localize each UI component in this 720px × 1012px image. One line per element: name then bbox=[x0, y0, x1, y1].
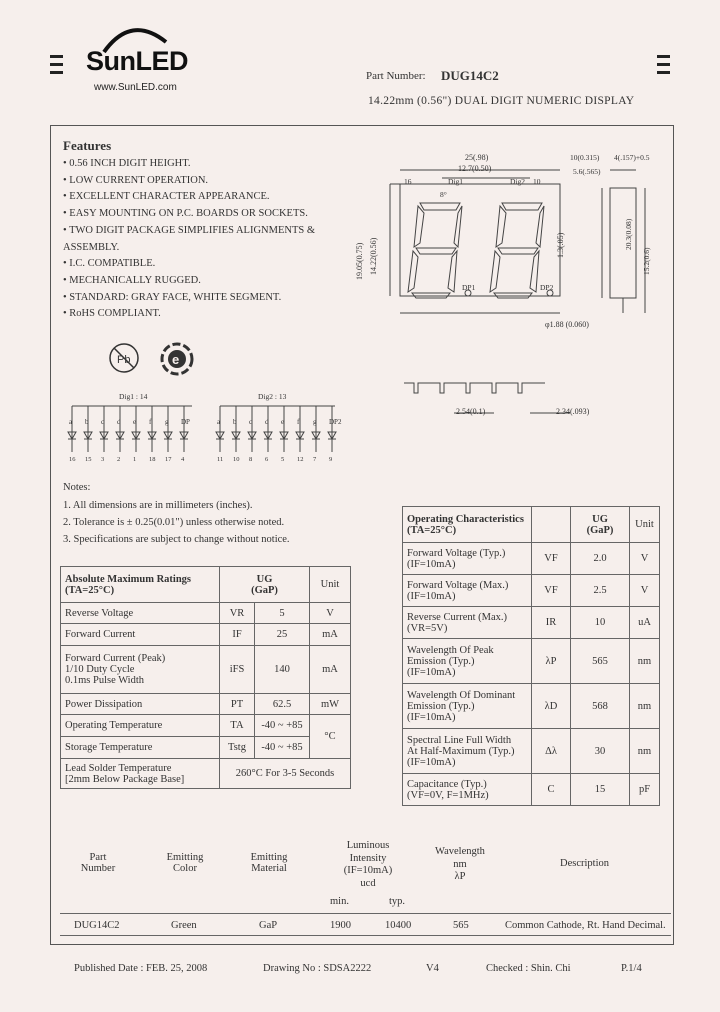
svg-text:e: e bbox=[172, 352, 180, 367]
sel-h-desc: Description bbox=[560, 858, 609, 869]
sel-color: Green bbox=[171, 920, 197, 931]
logo-text: SunLED bbox=[86, 46, 188, 76]
op-col-gap: (GaP) bbox=[586, 524, 614, 536]
circuit-pin-label: 1 bbox=[133, 456, 137, 463]
circuit-diagram bbox=[60, 400, 350, 465]
op-char-row bbox=[403, 543, 660, 575]
side-dim-c: 5.6(.565) bbox=[573, 167, 601, 176]
feature-item: • 0.56 INCH DIGIT HEIGHT. bbox=[63, 158, 191, 169]
abs-val: 140 bbox=[255, 646, 310, 694]
abs-unit: mW bbox=[310, 694, 351, 715]
edge-mark bbox=[657, 71, 670, 74]
edge-mark bbox=[50, 63, 63, 66]
sel-part: DUG14C2 bbox=[74, 920, 120, 931]
circuit-seg-label: d bbox=[117, 418, 121, 426]
op-sym: C bbox=[532, 774, 571, 806]
op-param: Reverse Current (Max.) (VR=5V) bbox=[403, 607, 532, 639]
feature-item: • EXCELLENT CHARACTER APPEARANCE. bbox=[63, 191, 270, 203]
op-sym: VF bbox=[532, 543, 571, 575]
circuit-seg-label: b bbox=[233, 418, 237, 426]
abs-val: 260°C For 3-5 Seconds bbox=[220, 759, 351, 789]
features-title: Features bbox=[63, 138, 112, 153]
op-char-row bbox=[403, 639, 660, 684]
op-col-ug: UG bbox=[592, 513, 608, 525]
features-list bbox=[63, 156, 333, 323]
circuit-seg-label: c bbox=[249, 418, 253, 426]
col-gap: (GaP) bbox=[251, 584, 278, 596]
dim-segment: 1.3(.05) bbox=[556, 232, 565, 258]
sel-h-lum: Luminous Intensity (IF=10mA) ucd bbox=[343, 840, 393, 889]
op-char-row bbox=[403, 607, 660, 639]
edge-mark bbox=[50, 71, 63, 74]
op-sym: VF bbox=[532, 575, 571, 607]
circuit-seg-label: c bbox=[101, 418, 105, 426]
circuit-seg-label: a bbox=[69, 418, 73, 426]
circuit-seg-label: f bbox=[149, 418, 152, 426]
website-link[interactable]: www.SunLED.com bbox=[94, 82, 177, 93]
abs-max-row bbox=[61, 737, 351, 759]
svg-text:Pb: Pb bbox=[117, 354, 131, 366]
abs-val: 62.5 bbox=[255, 694, 310, 715]
op-sym: Δλ bbox=[532, 729, 571, 774]
abs-sym: PT bbox=[220, 694, 255, 715]
feature-item: • LOW CURRENT OPERATION. bbox=[63, 174, 209, 186]
circuit-seg-label: a bbox=[217, 418, 221, 426]
abs-val: 5 bbox=[255, 603, 310, 624]
circuit-seg-label: DP bbox=[181, 418, 190, 426]
circuit-pin-label: 4 bbox=[181, 456, 185, 463]
op-param: Forward Voltage (Typ.) (IF=10mA) bbox=[403, 543, 532, 575]
abs-param: Lead Solder Temperature [2mm Below Package Base] bbox=[61, 759, 220, 789]
abs-unit: mA bbox=[310, 646, 351, 694]
op-sym: λD bbox=[532, 684, 571, 729]
drawing-number: Drawing No : SDSA2222 bbox=[263, 963, 372, 974]
op-char-row bbox=[403, 729, 660, 774]
feature-item: • TWO DIGIT PACKAGE SIMPLIFIES ALIGNMENTS & bbox=[63, 224, 315, 236]
op-unit: V bbox=[630, 543, 660, 575]
feature-item: • MECHANICALLY RUGGED. bbox=[63, 274, 201, 286]
abs-max-title: Absolute Maximum Ratings bbox=[65, 573, 192, 585]
op-val: 568 bbox=[571, 684, 630, 729]
col-unit: Unit bbox=[310, 567, 351, 603]
dp2-label: DP2 bbox=[540, 283, 554, 292]
op-sym: λP bbox=[532, 639, 571, 684]
part-number: DUG14C2 bbox=[441, 68, 499, 83]
feature-item: • I.C. COMPATIBLE. bbox=[63, 258, 156, 270]
circuit-pin-label: 16 bbox=[69, 456, 76, 463]
edge-mark bbox=[657, 63, 670, 66]
abs-param: Forward Current bbox=[61, 624, 220, 646]
edge-mark bbox=[657, 55, 670, 58]
rohs-e-icon bbox=[159, 341, 195, 377]
op-val: 565 bbox=[571, 639, 630, 684]
sel-material: GaP bbox=[259, 920, 278, 931]
feature-item: • RoHS COMPLIANT. bbox=[63, 308, 161, 320]
sel-h-typ: typ. bbox=[389, 896, 406, 907]
digit-1-outline bbox=[408, 203, 462, 298]
published-date: Published Date : FEB. 25, 2008 bbox=[74, 963, 208, 974]
feature-item: • STANDARD: GRAY FACE, WHITE SEGMENT. bbox=[63, 291, 282, 303]
dig1-label: Dig1 bbox=[448, 177, 463, 186]
abs-unit: °C bbox=[310, 715, 351, 759]
circuit-pin-label: 10 bbox=[233, 456, 240, 463]
abs-val: 25 bbox=[255, 624, 310, 646]
abs-sym: IF bbox=[220, 624, 255, 646]
circuit-seg-label: b bbox=[85, 418, 89, 426]
sel-typ: 10400 bbox=[385, 920, 412, 931]
digit-2-outline bbox=[490, 203, 544, 298]
op-unit: nm bbox=[630, 684, 660, 729]
abs-param: Storage Temperature bbox=[61, 737, 220, 759]
circuit-pin-label: 17 bbox=[165, 456, 172, 463]
op-unit: nm bbox=[630, 639, 660, 684]
circuit-seg-label: e bbox=[133, 418, 137, 426]
op-unit: pF bbox=[630, 774, 660, 806]
op-sym: IR bbox=[532, 607, 571, 639]
pin-10-label: 10 bbox=[533, 177, 541, 186]
circuit-dig2-label: Dig2 : 13 bbox=[258, 392, 287, 401]
abs-param: Reverse Voltage bbox=[61, 603, 220, 624]
abs-param: Operating Temperature bbox=[61, 715, 220, 737]
abs-sym: Tstg bbox=[220, 737, 255, 759]
circuit-seg-label: g bbox=[165, 418, 169, 426]
sel-divider bbox=[60, 913, 671, 914]
sel-wave: 565 bbox=[453, 920, 469, 931]
part-number-label: Part Number: bbox=[366, 70, 426, 82]
sel-h-wave: Wavelength nm λP bbox=[435, 846, 485, 882]
dim-overall-width: 25(.98) bbox=[465, 153, 489, 162]
pin-pitch-label: 2.54(0.1) bbox=[456, 407, 486, 416]
abs-max-row bbox=[61, 759, 351, 789]
circuit-pin-label: 7 bbox=[313, 456, 317, 463]
op-col-unit: Unit bbox=[630, 507, 660, 543]
circuit-seg-label: g bbox=[313, 418, 317, 426]
sel-h-material: Emitting Material bbox=[250, 852, 288, 874]
notes-title: Notes: bbox=[63, 482, 91, 493]
dp1-label: DP1 bbox=[462, 283, 476, 292]
op-val: 2.0 bbox=[571, 543, 630, 575]
circuit-pin-label: 6 bbox=[265, 456, 269, 463]
note-1: 1. All dimensions are in millimeters (inches). bbox=[63, 500, 253, 511]
circuit-pin-label: 2 bbox=[117, 456, 121, 463]
abs-val: -40 ~ +85 bbox=[255, 737, 310, 759]
sel-h-min: min. bbox=[330, 896, 349, 907]
abs-max-row bbox=[61, 694, 351, 715]
dim-height: 19.05(0.75) bbox=[355, 242, 364, 280]
op-char-row bbox=[403, 575, 660, 607]
circuit-pin-label: 3 bbox=[101, 456, 105, 463]
abs-param: Power Dissipation bbox=[61, 694, 220, 715]
circuit-pin-label: 8 bbox=[249, 456, 253, 463]
circuit-pin-label: 5 bbox=[281, 456, 285, 463]
circuit-pin-label: 18 bbox=[149, 456, 156, 463]
abs-sym: VR bbox=[220, 603, 255, 624]
op-val: 15 bbox=[571, 774, 630, 806]
feature-item: ASSEMBLY. bbox=[63, 241, 120, 253]
op-char-cond: (TA=25°C) bbox=[407, 524, 457, 536]
op-val: 10 bbox=[571, 607, 630, 639]
op-unit: nm bbox=[630, 729, 660, 774]
op-unit: uA bbox=[630, 607, 660, 639]
abs-max-cond: (TA=25°C) bbox=[65, 584, 115, 596]
abs-unit: V bbox=[310, 603, 351, 624]
circuit-pin-label: 9 bbox=[329, 456, 333, 463]
abs-sym: iFS bbox=[220, 646, 255, 694]
side-dim-d: 20.3(0.08) bbox=[624, 218, 633, 250]
abs-unit: mA bbox=[310, 624, 351, 646]
op-char-row bbox=[403, 684, 660, 729]
op-char-table bbox=[402, 506, 660, 806]
note-3: 3. Specifications are subject to change without notice. bbox=[63, 534, 290, 545]
feature-item: • EASY MOUNTING ON P.C. BOARDS OR SOCKETS. bbox=[63, 208, 308, 220]
side-dim-a: 10(0.315) bbox=[570, 153, 600, 162]
pb-free-icon bbox=[107, 341, 141, 375]
sel-desc: Common Cathode, Rt. Hand Decimal. bbox=[505, 920, 666, 931]
abs-max-row bbox=[61, 603, 351, 624]
dim-pin-diameter: φ1.88 (0.060) bbox=[545, 320, 589, 329]
op-char-row bbox=[403, 774, 660, 806]
sel-min: 1900 bbox=[330, 920, 351, 931]
op-param: Wavelength Of Peak Emission (Typ.) (IF=10mA) bbox=[403, 639, 532, 684]
sel-h-color: Emitting Color bbox=[166, 852, 204, 874]
op-val: 2.5 bbox=[571, 575, 630, 607]
angle-label: 8° bbox=[440, 190, 447, 199]
op-param: Capacitance (Typ.) (VF=0V, F=1MHz) bbox=[403, 774, 532, 806]
page-number: P.1/4 bbox=[621, 963, 642, 974]
op-param: Wavelength Of Dominant Emission (Typ.) (IF=10mA) bbox=[403, 684, 532, 729]
circuit-seg-label: f bbox=[297, 418, 300, 426]
package-drawing bbox=[370, 148, 660, 438]
sel-divider bbox=[60, 935, 671, 936]
op-unit: V bbox=[630, 575, 660, 607]
dig2-label: Dig2 bbox=[510, 177, 525, 186]
checked-by: Checked : Shin. Chi bbox=[486, 963, 571, 974]
dim-inner-width: 12.7(0.50) bbox=[458, 164, 492, 173]
circuit-seg-label: d bbox=[265, 418, 269, 426]
abs-max-row bbox=[61, 624, 351, 646]
circuit-seg-label: e bbox=[281, 418, 285, 426]
circuit-pin-label: 11 bbox=[217, 456, 224, 463]
circuit-seg-label: DP2 bbox=[329, 418, 342, 426]
op-val: 30 bbox=[571, 729, 630, 774]
col-ug: UG bbox=[256, 573, 273, 585]
side-dim-b: 4(.157)+0.5 bbox=[614, 153, 650, 162]
side-dim-e: 15.2(0.6) bbox=[642, 247, 651, 275]
circuit-pin-label: 15 bbox=[85, 456, 92, 463]
sel-h-part: Part Number bbox=[80, 852, 116, 874]
abs-max-row bbox=[61, 715, 351, 737]
op-char-title: Operating Characteristics bbox=[407, 513, 524, 525]
abs-val: -40 ~ +85 bbox=[255, 715, 310, 737]
edge-mark bbox=[50, 55, 63, 58]
circuit-pin-label: 12 bbox=[297, 456, 304, 463]
dim-digit: 14.22(0.56) bbox=[369, 237, 378, 275]
abs-max-row bbox=[61, 646, 351, 694]
abs-max-table bbox=[60, 566, 351, 789]
version: V4 bbox=[426, 963, 439, 974]
circuit-dig1-label: Dig1 : 14 bbox=[119, 392, 148, 401]
op-param: Spectral Line Full Width At Half-Maximum (Typ.) (IF=10mA) bbox=[403, 729, 532, 774]
page-subtitle: 14.22mm (0.56") DUAL DIGIT NUMERIC DISPLAY bbox=[368, 95, 635, 107]
abs-sym: TA bbox=[220, 715, 255, 737]
note-2: 2. Tolerance is ± 0.25(0.01") unless otherwise noted. bbox=[63, 517, 285, 528]
abs-param: Forward Current (Peak) 1/10 Duty Cycle 0.1ms Pulse Width bbox=[61, 646, 220, 694]
pin-row-label: 2.34(.093) bbox=[556, 407, 590, 416]
pin-16-label: 16 bbox=[404, 177, 412, 186]
op-param: Forward Voltage (Max.) (IF=10mA) bbox=[403, 575, 532, 607]
